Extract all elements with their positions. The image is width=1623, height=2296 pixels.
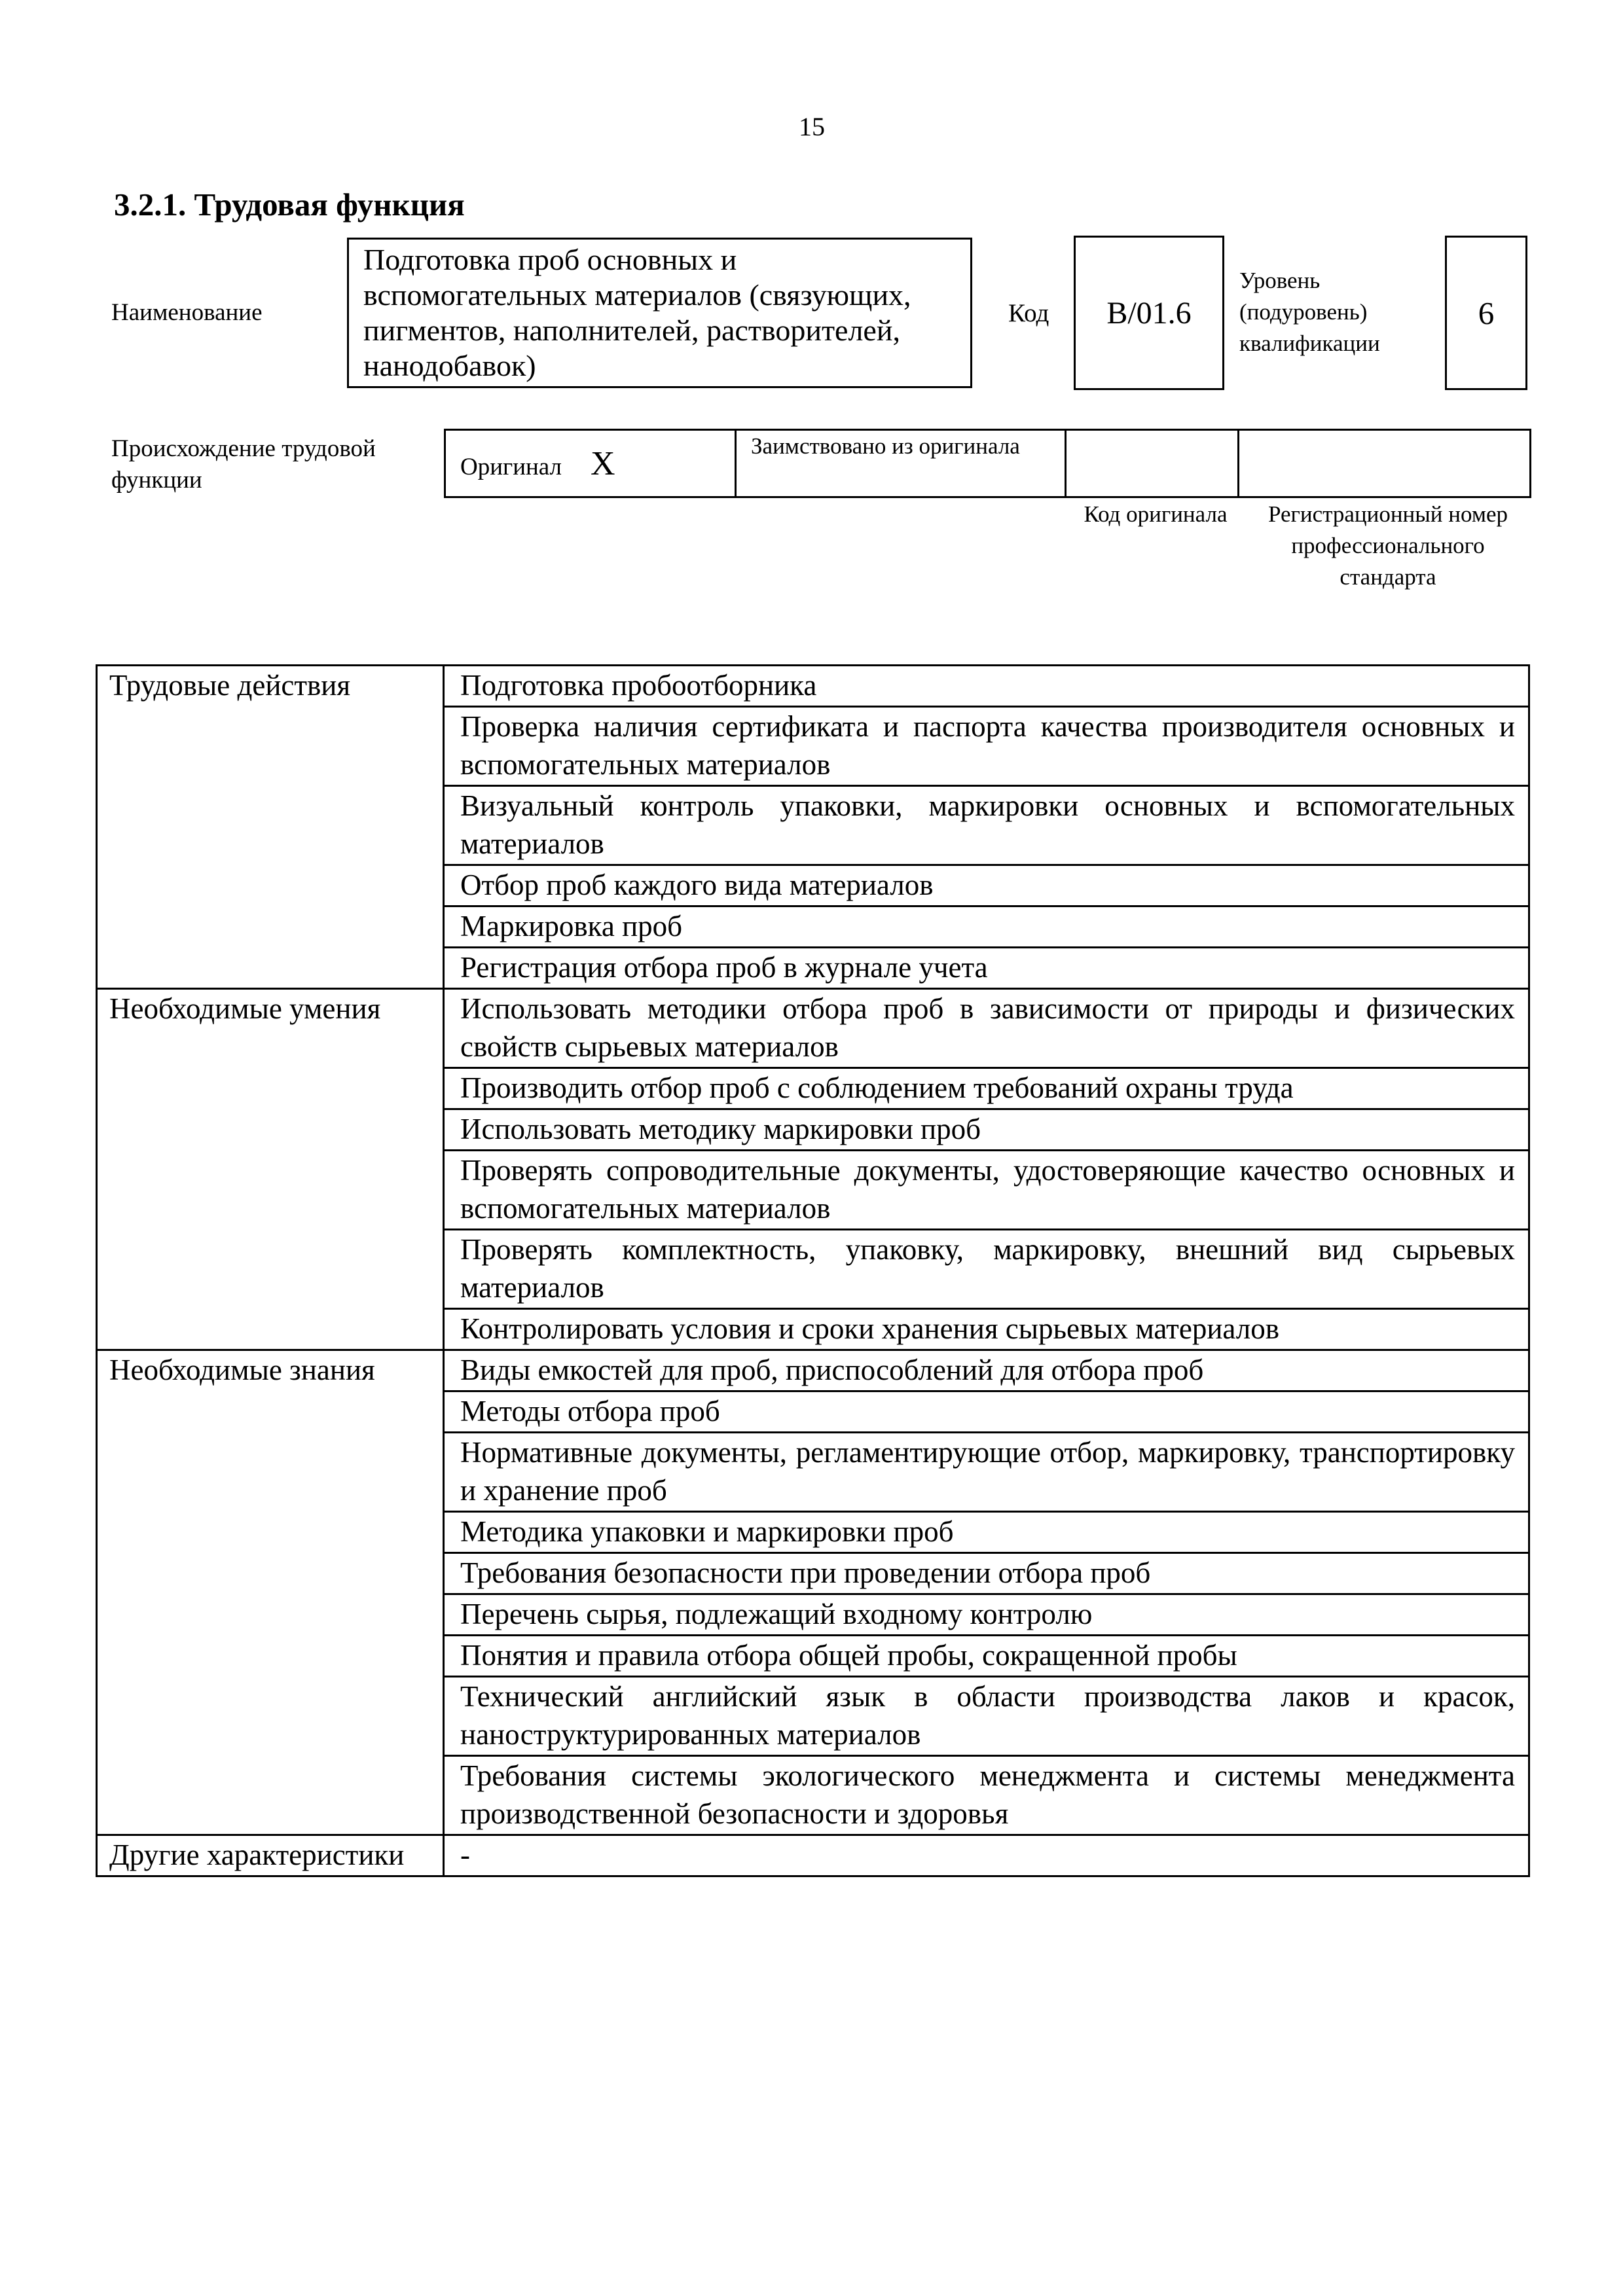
table-row <box>97 1835 1529 1876</box>
section-item-cell: Визуальный контроль упаковки, маркировки основных и вспомогательных материалов <box>444 786 1529 865</box>
section-item-cell: Регистрация отбора проб в журнале учета <box>444 948 1529 989</box>
original-code-caption: Код оригинала <box>1084 501 1228 527</box>
section-title-cell: Необходимые знания <box>97 1350 444 1835</box>
section-title-cell: Необходимые умения <box>97 989 444 1350</box>
table-row <box>97 989 1529 1068</box>
original-mark: X <box>591 444 615 482</box>
section-item-cell: - <box>444 1835 1529 1876</box>
section-item-cell: Виды емкостей для проб, приспособлений для отбора проб <box>444 1350 1529 1391</box>
original-code-cell <box>1066 430 1239 497</box>
level-label: Уровень (подуровень) квалификации <box>1239 268 1380 356</box>
section-item-cell: Нормативные документы, регламентирующие отбор, маркировку, транспортировку и хранение проб <box>444 1433 1529 1512</box>
original-cell <box>445 430 736 497</box>
section-item-cell: Требования системы экологического менеджмента и системы менеджмента производственной безопасности и здоровья <box>444 1756 1529 1835</box>
section-item-cell: Понятия и правила отбора общей пробы, сокращенной пробы <box>444 1636 1529 1677</box>
section-item-cell: Методика упаковки и маркировки проб <box>444 1512 1529 1553</box>
section-item-cell: Подготовка пробоотборника <box>444 666 1529 707</box>
function-table <box>96 664 1530 1877</box>
function-name-box: Подготовка проб основных и вспомогательных материалов (связующих, пигментов, наполнителей, растворителей, нанодобавок) <box>347 238 972 388</box>
section-title-cell: Другие характеристики <box>97 1835 444 1876</box>
level-box: 6 <box>1445 236 1527 390</box>
original-label: Оригинал <box>460 453 562 480</box>
origin-label: Происхождение трудовой функции <box>111 435 376 493</box>
section-item-cell: Маркировка проб <box>444 906 1529 948</box>
borrowed-cell: Заимствовано из оригинала <box>736 430 1066 497</box>
section-item-cell: Использовать методику маркировки проб <box>444 1109 1529 1151</box>
table-row <box>97 1350 1529 1391</box>
code-label: Код <box>1008 299 1049 327</box>
code-box: B/01.6 <box>1074 236 1224 390</box>
section-item-cell: Методы отбора проб <box>444 1391 1529 1433</box>
reg-number-cell <box>1239 430 1531 497</box>
page-number: 15 <box>799 112 825 141</box>
section-item-cell: Проверка наличия сертификата и паспорта качества производителя основных и вспомогательных материалов <box>444 707 1529 786</box>
reg-number-caption: Регистрационный номер профессионального стандарта <box>1267 501 1508 590</box>
section-item-cell: Проверять сопроводительные документы, удостоверяющие качество основных и вспомогательных материалов <box>444 1151 1529 1230</box>
table-row <box>97 666 1529 707</box>
section-item-cell: Перечень сырья, подлежащий входному контролю <box>444 1594 1529 1636</box>
origin-table <box>444 429 1531 498</box>
section-item-cell: Требования безопасности при проведении отбора проб <box>444 1553 1529 1594</box>
section-item-cell: Отбор проб каждого вида материалов <box>444 865 1529 906</box>
section-title-cell: Трудовые действия <box>97 666 444 989</box>
section-item-cell: Использовать методики отбора проб в зависимости от природы и физических свойств сырьевых материалов <box>444 989 1529 1068</box>
section-item-cell: Проверять комплектность, упаковку, маркировку, внешний вид сырьевых материалов <box>444 1230 1529 1309</box>
section-title: 3.2.1. Трудовая функция <box>114 187 465 223</box>
name-label: Наименование <box>111 299 263 326</box>
section-item-cell: Контролировать условия и сроки хранения сырьевых материалов <box>444 1309 1529 1350</box>
function-table-body <box>97 666 1529 1876</box>
section-item-cell: Технический английский язык в области производства лаков и красок, наноструктурированных материалов <box>444 1677 1529 1756</box>
section-item-cell: Производить отбор проб с соблюдением требований охраны труда <box>444 1068 1529 1109</box>
